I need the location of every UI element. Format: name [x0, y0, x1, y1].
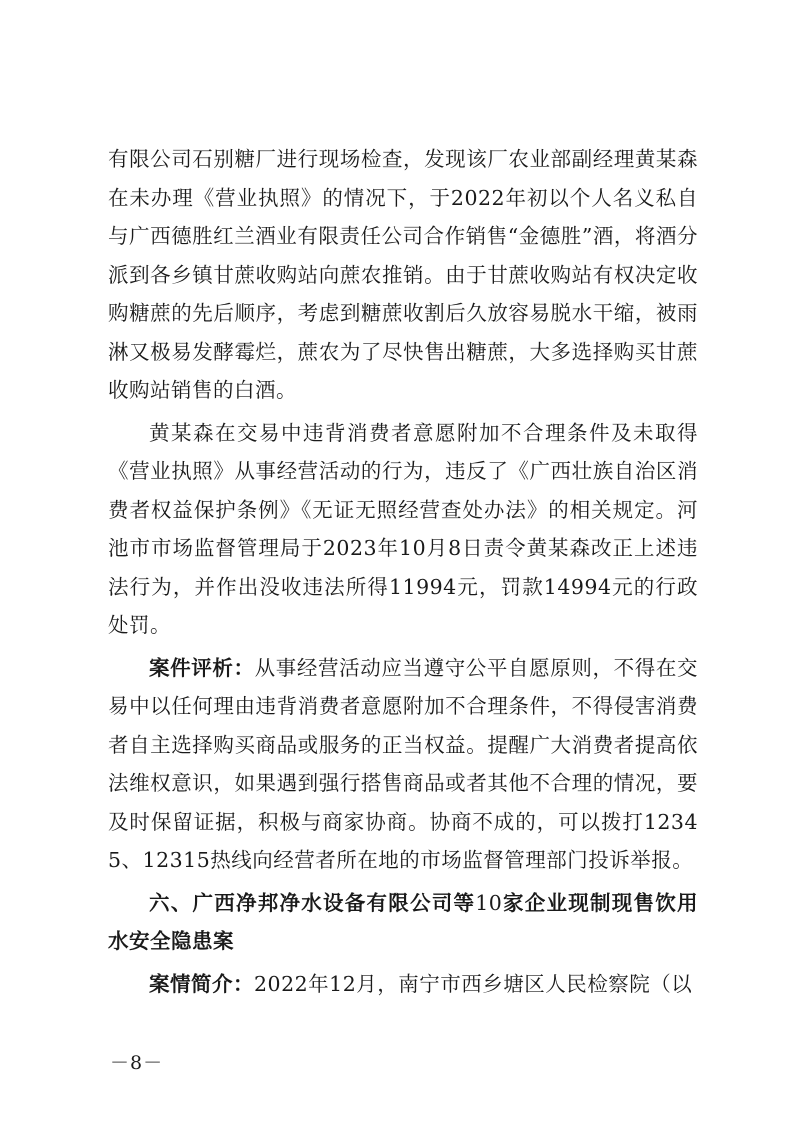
paragraph-case-summary [108, 965, 698, 1004]
section-heading-part: 六、广西净邦净水设备有限公司等 [149, 890, 476, 915]
document-body [108, 140, 698, 1007]
case-analysis-heading: 案件评析： [149, 655, 255, 680]
paragraph-case-analysis [108, 649, 698, 880]
section-heading-number: 10 [475, 890, 503, 915]
section-heading-six [108, 884, 698, 961]
paragraph-case-continuation [108, 140, 698, 410]
paragraph-text: 从事经营活动应当遵守公平自愿原则，不得在交易中以任何理由违背消费者意愿附加不合理条件，不得侵害消费者自主选择购买商品或服务的正当权益。提醒广大消费者提高依法维权意识，如果遇到强行搭售商品或者其他不合理的情况，要及时保留证据，积极与商家协商。协商不成的，可以拨打12345、12315热线向经营者所在地的市场监督管理部门投诉举报。 [108, 655, 699, 872]
paragraph-text: 黄某森在交易中违背消费者意愿附加不合理条件及未取得《营业执照》从事经营活动的行为，违反了《广西壮族自治区消费者权益保护条例》《无证无照经营查处办法》的相关规定。河池市市场监督管理局于2023年10月8日责令黄某森改正上述违法行为，并作出没收违法所得11994元，罚款14994元的行政处罚。 [108, 420, 698, 637]
paragraph-text: 有限公司石别糖厂进行现场检查，发现该厂农业部副经理黄某森在未办理《营业执照》的情况下，于2022年初以个人名义私自与广西德胜红兰酒业有限责任公司合作销售“金德胜”酒，将酒分派到各乡镇甘蔗收购站向蔗农推销。由于甘蔗收购站有权决定收购糖蔗的先后顺序，考虑到糖蔗收割后久放容易脱水干缩，被雨淋又极易发酵霉烂，蔗农为了尽快售出糖蔗，大多选择购买甘蔗收购站销售的白酒。 [108, 147, 698, 402]
page-number: －8－ [110, 1052, 164, 1074]
case-summary-heading: 案情简介： [149, 971, 254, 996]
paragraph-violation-penalty [108, 414, 698, 645]
section-heading-part: 家企业现制现售饮用水安全隐患案 [108, 890, 699, 953]
paragraph-text: 2022年12月，南宁市西乡塘区人民检察院（以 [254, 971, 693, 996]
